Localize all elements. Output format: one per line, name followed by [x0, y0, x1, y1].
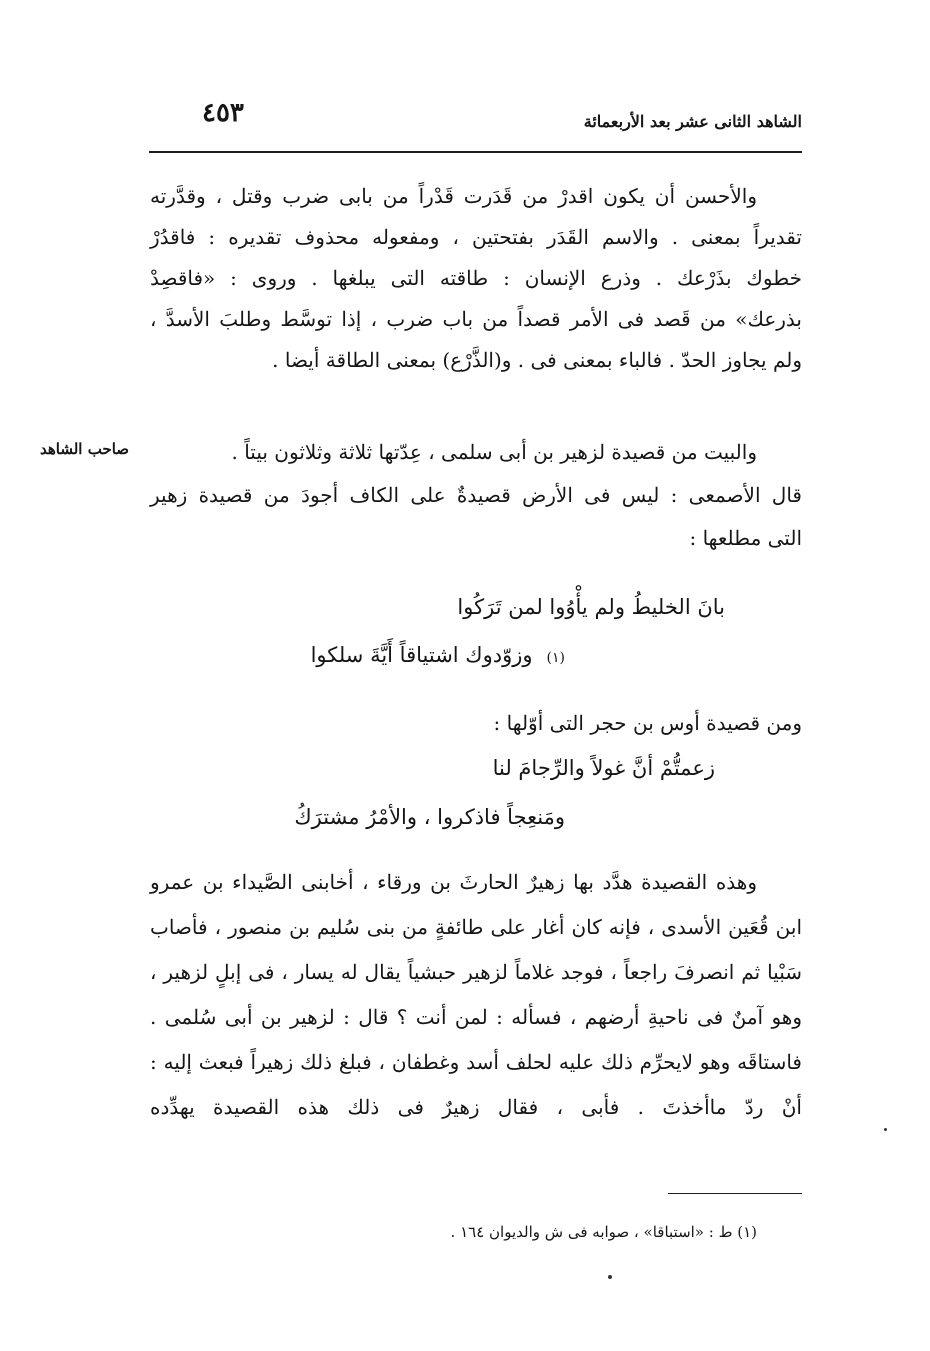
footnote-separator	[668, 1193, 802, 1194]
footnote-marker: (١)	[546, 650, 565, 666]
paragraph-line: فاستاقَه وهو لايحرِّم ذلك عليه لحلف أسد وغطفان ، فبلغ ذلك زهيراً فبعث إليه :	[150, 1050, 802, 1074]
margin-note: صاحب الشاهد	[40, 440, 130, 458]
verse-1-line-2	[311, 643, 565, 667]
paragraph-line: والأحسن أن يكون اقدرْ من قَدَرت قَدْراً من بابى ضرب وقتل ، وقدَّرته	[150, 184, 757, 208]
paragraph-line: تقديراً بمعنى . والاسم القَدَر بفتحتين ، ومفعوله محذوف تقديره : فاقدُرْ	[150, 225, 802, 249]
paragraph-line: ولم يجاوز الحدّ . فالباء بمعنى فى . و(الذَّرْع) بمعنى الطاقة أيضا .	[272, 348, 802, 372]
paragraph-line: ومن قصيدة أوس بن حجر التى أوّلها :	[493, 711, 802, 735]
scan-speck	[608, 1275, 612, 1279]
header-rule	[149, 151, 802, 153]
paragraph-line: والبيت من قصيدة لزهير بن أبى سلمى ، عِدّتها ثلاثة وثلاثون بيتاً .	[231, 440, 757, 464]
paragraph-line: وهو آمنٌ فى ناحيةِ أرضهم ، فسأله : لمن أنت ؟ قال : لزهير بن أبى سُلمى .	[150, 1005, 802, 1029]
footnote: (١) ط : «استباقا» ، صوابه فى ش والديوان ١٦٤ .	[450, 1223, 757, 1241]
verse-2-line-2: ومَنعِجاً فاذكروا ، والأمْرُ مشترَكُ	[294, 805, 565, 829]
paragraph-line: ابن قُعَين الأسدى ، فإنه كان أغار على طائفةٍ من بنى سُليم بن منصور ، فأصاب	[150, 915, 802, 939]
verse-text: وزوّدوك اشتياقاً أَيَّةَ سلكوا	[310, 643, 533, 667]
scan-speck	[884, 1128, 887, 1131]
paragraph-line: قال الأصمعى : ليس فى الأرض قصيدةٌ على الكاف أجودَ من قصيدة زهير	[150, 483, 802, 507]
paragraph-line: خطوك بذَرْعك . وذرع الإنسان : طاقته التى يبلغها . وروى : «فاقصِدْ	[150, 266, 802, 290]
running-title: الشاهد الثانى عشر بعد الأربعمائة	[583, 112, 802, 131]
page-number: ٤٥٣	[202, 98, 244, 128]
paragraph-line: بذرعك» من قَصد فى الأمر قصداً من باب ضرب ، إذا توسَّط وطلبَ الأسدَّ ،	[150, 307, 802, 331]
verse-2-line-1: زعمتُّمْ أنَّ غولاً والرِّجامَ لنا	[492, 756, 715, 780]
paragraph-line: أنْ ردّ ماأخذتَ . فأبى ، فقال زهيرٌ فى ذلك هذه القصيدة يهدِّده	[150, 1095, 802, 1119]
paragraph-line: التى مطلعها :	[689, 526, 802, 550]
paragraph-line: سَبْيا ثم انصرفَ راجعاً ، فوجد غلاماً لزهير حبشياً يقال له يسار ، فى إبلٍ لزهير ،	[150, 960, 802, 984]
verse-1-line-1: بانَ الخليطُ ولم يأْوُوا لمن تَرَكُوا	[457, 595, 725, 619]
paragraph-line: وهذه القصيدة هدَّد بها زهيرٌ الحارثَ بن ورقاء ، أخابنى الصَّيداء بن عمرو	[150, 870, 757, 894]
